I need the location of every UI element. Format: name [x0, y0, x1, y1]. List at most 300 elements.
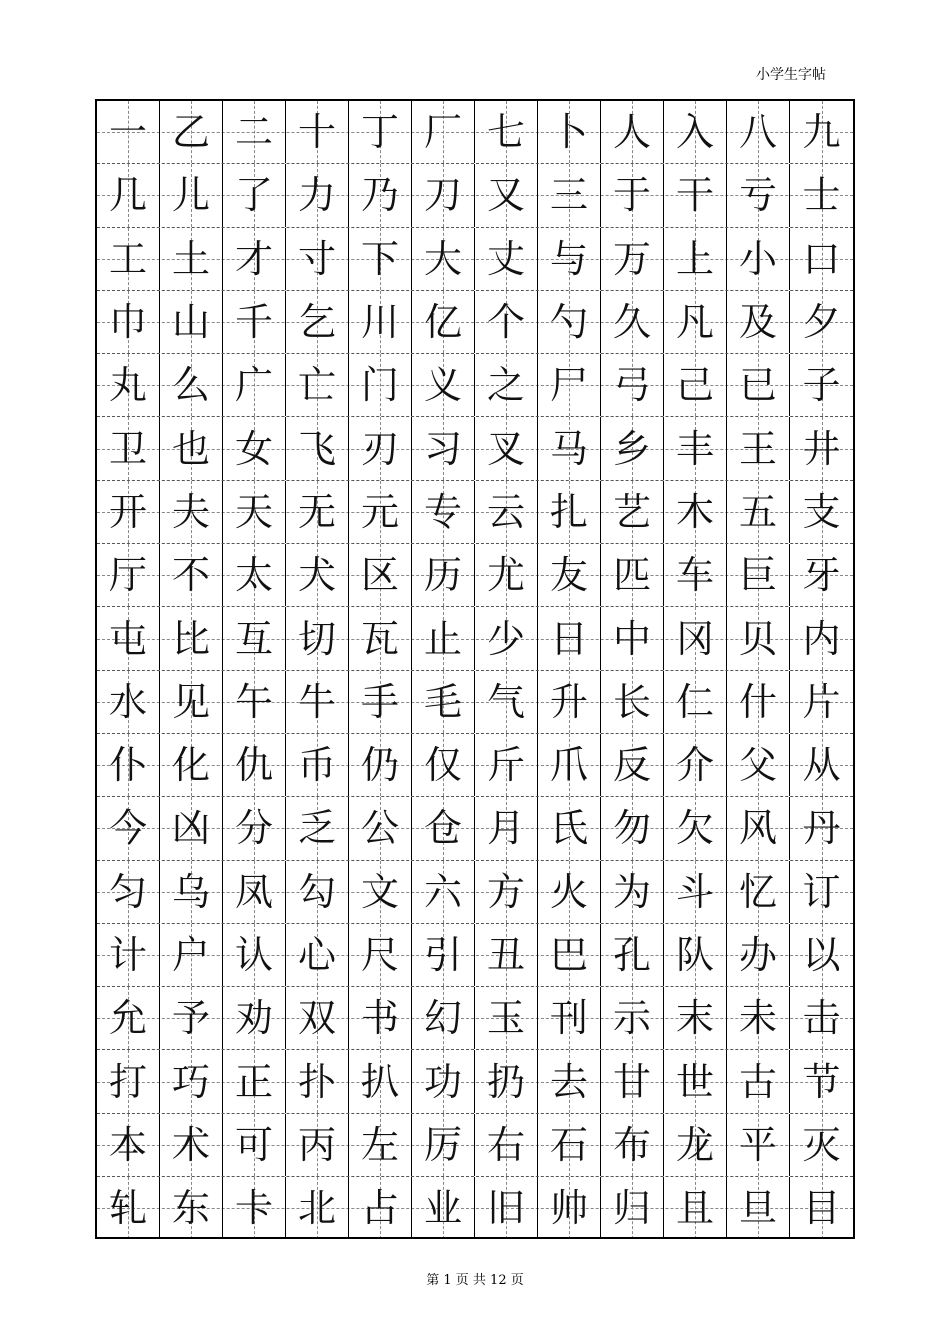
practice-cell [412, 417, 475, 479]
character: 旦 [738, 1186, 777, 1231]
practice-cell [223, 671, 286, 733]
character: 尺 [360, 933, 399, 977]
character: 帅 [549, 1186, 588, 1231]
practice-cell [790, 671, 853, 733]
practice-cell [412, 354, 475, 416]
character: 引 [423, 933, 462, 977]
practice-cell [160, 861, 223, 923]
character: 丈 [486, 236, 525, 281]
practice-cell [349, 481, 412, 543]
practice-cell [664, 101, 727, 163]
character: 弓 [612, 363, 651, 408]
practice-cell [286, 544, 349, 606]
practice-cell [475, 671, 538, 733]
practice-cell [349, 354, 412, 416]
character: 扑 [297, 1059, 336, 1104]
character: 为 [612, 869, 651, 914]
practice-cell [475, 1114, 538, 1176]
practice-cell [223, 797, 286, 859]
character: 互 [234, 616, 273, 661]
practice-cell [601, 1114, 664, 1176]
practice-cell [475, 1177, 538, 1239]
practice-cell [160, 607, 223, 669]
character: 巴 [549, 933, 588, 977]
practice-cell [727, 101, 790, 163]
practice-cell [727, 481, 790, 543]
character: 凡 [675, 300, 714, 345]
character: 车 [675, 553, 714, 598]
character: 牛 [297, 679, 336, 724]
practice-cell [286, 101, 349, 163]
character: 本 [108, 1122, 147, 1167]
character: 扎 [549, 489, 588, 534]
practice-cell [349, 924, 412, 986]
character: 长 [612, 679, 651, 724]
practice-cell [160, 671, 223, 733]
character: 平 [738, 1122, 777, 1167]
character: 刃 [360, 426, 399, 471]
practice-cell [223, 607, 286, 669]
character: 支 [802, 489, 841, 534]
character: 术 [171, 1122, 210, 1167]
practice-cell [538, 544, 601, 606]
character: 夫 [171, 489, 210, 534]
practice-cell [538, 607, 601, 669]
character: 斤 [486, 743, 525, 788]
character: 凶 [171, 806, 210, 851]
character: 工 [108, 236, 147, 281]
character: 文 [360, 869, 399, 914]
practice-cell [349, 228, 412, 290]
character: 予 [171, 996, 210, 1041]
practice-cell [727, 1177, 790, 1239]
character: 公 [360, 806, 399, 851]
practice-cell [286, 861, 349, 923]
practice-cell [160, 924, 223, 986]
practice-cell [790, 987, 853, 1049]
practice-cell [664, 671, 727, 733]
character: 匀 [108, 869, 147, 914]
character: 区 [360, 553, 399, 598]
practice-cell [475, 164, 538, 226]
character: 仅 [423, 743, 462, 788]
practice-cell [160, 797, 223, 859]
practice-cell [160, 1114, 223, 1176]
character: 介 [675, 743, 714, 788]
character: 切 [297, 616, 336, 661]
character: 中 [612, 616, 651, 661]
practice-cell [664, 734, 727, 796]
character: 北 [297, 1186, 336, 1231]
character: 东 [171, 1186, 210, 1231]
character: 父 [738, 743, 777, 788]
practice-cell [727, 291, 790, 353]
grid-row [97, 924, 853, 987]
practice-cell [727, 1050, 790, 1112]
practice-cell [412, 607, 475, 669]
character: 二 [234, 110, 273, 155]
practice-cell [538, 671, 601, 733]
character: 千 [234, 300, 273, 345]
practice-cell [475, 861, 538, 923]
practice-cell [97, 924, 160, 986]
practice-cell [601, 101, 664, 163]
character: 口 [802, 236, 841, 281]
practice-cell [727, 544, 790, 606]
practice-cell [664, 228, 727, 290]
character: 广 [234, 363, 273, 408]
character: 井 [802, 426, 841, 471]
character: 币 [297, 743, 336, 788]
character: 干 [675, 173, 714, 218]
practice-cell [790, 797, 853, 859]
practice-cell [790, 734, 853, 796]
character: 么 [171, 363, 210, 408]
character: 久 [612, 300, 651, 345]
character: 六 [423, 869, 462, 914]
character: 认 [234, 933, 273, 977]
practice-cell [223, 1114, 286, 1176]
character: 末 [675, 996, 714, 1041]
practice-cell [412, 544, 475, 606]
character: 万 [612, 236, 651, 281]
practice-cell [475, 354, 538, 416]
character: 力 [297, 173, 336, 218]
practice-cell [286, 354, 349, 416]
practice-cell [790, 861, 853, 923]
practice-cell [790, 924, 853, 986]
practice-cell [349, 797, 412, 859]
practice-cell [97, 607, 160, 669]
practice-cell [412, 164, 475, 226]
character: 玉 [486, 996, 525, 1041]
character: 木 [675, 489, 714, 534]
practice-cell [601, 354, 664, 416]
character: 以 [802, 933, 841, 977]
character: 旧 [486, 1186, 525, 1231]
practice-cell [601, 1050, 664, 1112]
practice-cell [97, 671, 160, 733]
character: 丸 [108, 363, 147, 408]
practice-cell [601, 734, 664, 796]
character: 乞 [297, 300, 336, 345]
practice-cell [412, 1177, 475, 1239]
practice-cell [727, 671, 790, 733]
practice-cell [538, 417, 601, 479]
practice-cell [664, 544, 727, 606]
character: 一 [108, 110, 147, 155]
character: 土 [171, 236, 210, 281]
practice-cell [97, 1177, 160, 1239]
character: 双 [297, 996, 336, 1041]
practice-cell [160, 544, 223, 606]
grid-row [97, 481, 853, 544]
page-number: 第 1 页 共 12 页 [426, 1273, 524, 1288]
character: 巨 [738, 553, 777, 598]
practice-cell [349, 987, 412, 1049]
practice-cell [286, 417, 349, 479]
practice-cell [349, 1177, 412, 1239]
practice-cell [664, 417, 727, 479]
practice-cell [538, 924, 601, 986]
practice-cell [97, 861, 160, 923]
practice-cell [538, 101, 601, 163]
practice-cell [790, 607, 853, 669]
character: 丰 [675, 426, 714, 471]
character: 下 [360, 236, 399, 281]
practice-cell [538, 291, 601, 353]
grid-row [97, 861, 853, 924]
character: 厉 [423, 1122, 462, 1167]
practice-cell [538, 1177, 601, 1239]
practice-cell [790, 544, 853, 606]
grid-row [97, 1050, 853, 1113]
grid-row [97, 1177, 853, 1239]
practice-cell [475, 607, 538, 669]
practice-cell [664, 1050, 727, 1112]
grid-row [97, 291, 853, 354]
character: 飞 [297, 426, 336, 471]
character: 几 [108, 173, 147, 218]
practice-cell [664, 1177, 727, 1239]
practice-cell [601, 417, 664, 479]
practice-cell [286, 1114, 349, 1176]
character: 书 [360, 996, 399, 1041]
practice-cell [286, 797, 349, 859]
character: 人 [612, 110, 651, 155]
character: 亡 [297, 363, 336, 408]
character: 开 [108, 489, 147, 534]
practice-cell [412, 671, 475, 733]
practice-cell [349, 671, 412, 733]
character: 欠 [675, 806, 714, 851]
practice-cell [475, 417, 538, 479]
character: 片 [802, 679, 841, 724]
character: 可 [234, 1122, 273, 1167]
character: 风 [738, 806, 777, 851]
character: 丙 [297, 1122, 336, 1167]
character: 之 [486, 363, 525, 408]
practice-cell [97, 101, 160, 163]
practice-cell [97, 417, 160, 479]
practice-cell [412, 797, 475, 859]
practice-cell [601, 671, 664, 733]
character: 王 [738, 426, 777, 471]
practice-cell [97, 164, 160, 226]
character: 入 [675, 110, 714, 155]
practice-cell [286, 671, 349, 733]
grid-row [97, 671, 853, 734]
practice-cell [97, 797, 160, 859]
character: 灭 [802, 1122, 841, 1167]
character: 了 [234, 173, 273, 218]
character: 厅 [108, 553, 147, 598]
practice-cell [97, 1050, 160, 1112]
practice-cell [727, 228, 790, 290]
character: 扔 [486, 1059, 525, 1104]
practice-cell [97, 734, 160, 796]
character: 内 [802, 616, 841, 661]
character: 于 [612, 173, 651, 218]
practice-cell [286, 164, 349, 226]
practice-cell [475, 924, 538, 986]
character: 尸 [549, 363, 588, 408]
practice-cell [223, 164, 286, 226]
character: 布 [612, 1122, 651, 1167]
character: 甘 [612, 1059, 651, 1104]
character: 火 [549, 869, 588, 914]
practice-cell [223, 354, 286, 416]
character: 古 [738, 1059, 777, 1104]
practice-cell [538, 734, 601, 796]
character: 扒 [360, 1059, 399, 1104]
character: 巧 [171, 1059, 210, 1104]
practice-cell [286, 228, 349, 290]
character-practice-grid [95, 99, 855, 1239]
practice-cell [601, 544, 664, 606]
practice-cell [601, 924, 664, 986]
character: 叉 [486, 426, 525, 471]
character: 心 [297, 933, 336, 977]
practice-cell [223, 101, 286, 163]
character: 门 [360, 363, 399, 408]
practice-cell [475, 228, 538, 290]
practice-cell [97, 544, 160, 606]
practice-cell [349, 734, 412, 796]
character: 太 [234, 553, 273, 598]
character: 什 [738, 679, 777, 724]
character: 升 [549, 679, 588, 724]
practice-cell [286, 734, 349, 796]
practice-cell [412, 734, 475, 796]
character: 九 [802, 110, 841, 155]
practice-cell [349, 1050, 412, 1112]
character: 氏 [549, 806, 588, 851]
practice-cell [223, 544, 286, 606]
practice-cell [412, 1114, 475, 1176]
character: 户 [171, 933, 210, 977]
character: 丁 [360, 110, 399, 155]
practice-cell [790, 1177, 853, 1239]
practice-cell [97, 1114, 160, 1176]
character: 女 [234, 426, 273, 471]
practice-cell [349, 544, 412, 606]
character: 小 [738, 236, 777, 281]
practice-cell [412, 861, 475, 923]
character: 义 [423, 363, 462, 408]
practice-cell [664, 291, 727, 353]
practice-cell [664, 607, 727, 669]
practice-cell [727, 1114, 790, 1176]
character: 冈 [675, 616, 714, 661]
character: 从 [802, 743, 841, 788]
practice-cell [475, 987, 538, 1049]
character: 幻 [423, 996, 462, 1041]
character: 八 [738, 110, 777, 155]
character: 寸 [297, 236, 336, 281]
character: 亏 [738, 173, 777, 218]
practice-cell [97, 291, 160, 353]
character: 卫 [108, 426, 147, 471]
practice-cell [349, 607, 412, 669]
character: 元 [360, 489, 399, 534]
practice-cell [538, 797, 601, 859]
character: 右 [486, 1122, 525, 1167]
practice-cell [538, 1050, 601, 1112]
grid-row [97, 797, 853, 860]
practice-cell [538, 987, 601, 1049]
character: 三 [549, 173, 588, 218]
character: 厂 [423, 110, 462, 155]
practice-cell [538, 228, 601, 290]
practice-cell [538, 1114, 601, 1176]
character: 计 [108, 933, 147, 977]
grid-row [97, 354, 853, 417]
character: 仇 [234, 743, 273, 788]
character: 龙 [675, 1122, 714, 1167]
practice-cell [538, 861, 601, 923]
character: 已 [738, 363, 777, 408]
practice-cell [790, 164, 853, 226]
character: 少 [486, 616, 525, 661]
practice-cell [286, 924, 349, 986]
character: 去 [549, 1059, 588, 1104]
character: 不 [171, 553, 210, 598]
practice-cell [286, 291, 349, 353]
character: 乙 [171, 110, 210, 155]
practice-cell [727, 354, 790, 416]
practice-cell [160, 291, 223, 353]
practice-cell [790, 1050, 853, 1112]
practice-cell [160, 734, 223, 796]
character: 归 [612, 1186, 651, 1231]
character: 左 [360, 1122, 399, 1167]
practice-cell [790, 101, 853, 163]
practice-cell [160, 417, 223, 479]
character: 分 [234, 806, 273, 851]
grid-row [97, 544, 853, 607]
character: 反 [612, 743, 651, 788]
character: 示 [612, 996, 651, 1041]
practice-cell [160, 228, 223, 290]
character: 也 [171, 426, 210, 471]
practice-cell [349, 164, 412, 226]
character: 友 [549, 553, 588, 598]
character: 比 [171, 616, 210, 661]
character: 夕 [802, 300, 841, 345]
character: 仓 [423, 806, 462, 851]
practice-cell [790, 417, 853, 479]
character: 爪 [549, 743, 588, 788]
character: 屯 [108, 616, 147, 661]
practice-cell [538, 481, 601, 543]
character: 个 [486, 300, 525, 345]
character: 功 [423, 1059, 462, 1104]
character: 川 [360, 300, 399, 345]
character: 手 [360, 679, 399, 724]
practice-cell [727, 924, 790, 986]
grid-row [97, 734, 853, 797]
character: 专 [423, 489, 462, 534]
practice-cell [223, 861, 286, 923]
practice-cell [412, 1050, 475, 1112]
page-header-title: 小学生字帖 [756, 67, 826, 83]
character: 犬 [297, 553, 336, 598]
character: 才 [234, 236, 273, 281]
grid-row [97, 164, 853, 227]
character: 勾 [297, 869, 336, 914]
character: 毛 [423, 679, 462, 724]
